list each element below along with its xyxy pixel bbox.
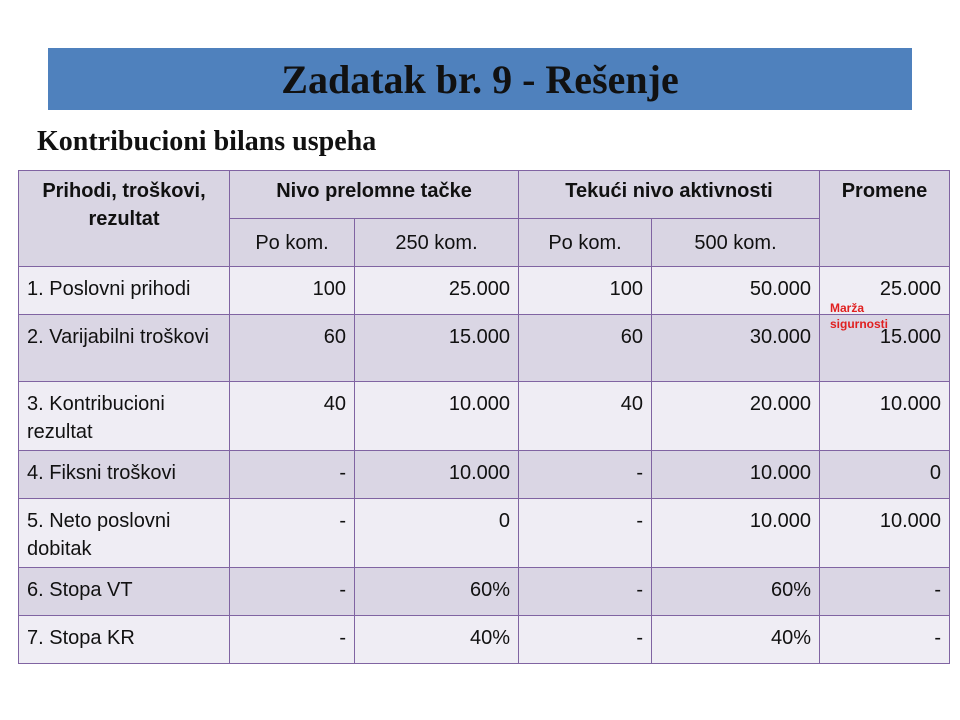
row-label: 3. Kontribucioni rezultat: [19, 382, 230, 451]
cell-value: 100: [230, 267, 355, 315]
cell-value: 60: [230, 315, 355, 382]
table-row: [19, 315, 950, 382]
cell-value: -: [820, 616, 950, 664]
cell-value: 40: [519, 382, 652, 451]
title-banner: [48, 48, 912, 110]
header-category: Prihodi, troškovi, rezultat: [19, 171, 230, 267]
contribution-income-table: [18, 170, 950, 664]
header-500-units: 500 kom.: [652, 219, 820, 267]
cell-value: 10.000: [652, 451, 820, 499]
cell-value: 60: [519, 315, 652, 382]
table-row: [19, 267, 950, 315]
cell-value: -: [519, 451, 652, 499]
row-label: 5. Neto poslovni dobitak: [19, 499, 230, 568]
cell-value: 40%: [652, 616, 820, 664]
slide-title: Zadatak br. 9 - Rešenje: [281, 56, 679, 102]
header-per-unit-current: Po kom.: [519, 219, 652, 267]
cell-value: -: [519, 616, 652, 664]
header-breakeven-level: Nivo prelomne tačke: [230, 171, 519, 219]
cell-value: 10.000: [820, 382, 950, 451]
header-changes: Promene: [820, 171, 950, 267]
safety-margin-note: Marža sigurnosti: [830, 301, 889, 331]
cell-value: 15.000: [355, 315, 519, 382]
cell-value: 100: [519, 267, 652, 315]
cell-value: 40: [230, 382, 355, 451]
row-label: 1. Poslovni prihodi: [19, 267, 230, 315]
table-row: [19, 451, 950, 499]
cell-value: 10.000: [652, 499, 820, 568]
cell-value: 25.000: [820, 267, 950, 315]
cell-value: 0: [820, 451, 950, 499]
row-label: 2. Varijabilni troškovi: [19, 315, 230, 382]
table-row: [19, 568, 950, 616]
cell-value: 40%: [355, 616, 519, 664]
cell-value: -: [230, 616, 355, 664]
table-row: [19, 382, 950, 451]
cell-value: 0: [355, 499, 519, 568]
row-label: 4. Fiksni troškovi: [19, 451, 230, 499]
cell-value: 25.000: [355, 267, 519, 315]
cell-value: 60%: [652, 568, 820, 616]
row-label: 6. Stopa VT: [19, 568, 230, 616]
cell-value: 15.000: [820, 315, 950, 382]
cell-value: -: [519, 499, 652, 568]
header-per-unit-breakeven: Po kom.: [230, 219, 355, 267]
cell-value: 10.000: [355, 382, 519, 451]
cell-value: -: [820, 568, 950, 616]
cell-value: 60%: [355, 568, 519, 616]
cell-value: 10.000: [820, 499, 950, 568]
cell-value: 30.000: [652, 315, 820, 382]
slide-subtitle: Kontribucioni bilans uspeha: [37, 126, 377, 157]
header-250-units: 250 kom.: [355, 219, 519, 267]
cell-value: -: [230, 451, 355, 499]
cell-value: -: [519, 568, 652, 616]
cell-value: 50.000: [652, 267, 820, 315]
cell-value: 10.000: [355, 451, 519, 499]
header-current-level: Tekući nivo aktivnosti: [519, 171, 820, 219]
header-row-main: [19, 171, 950, 219]
cell-value: 20.000: [652, 382, 820, 451]
cell-value: -: [230, 568, 355, 616]
cell-value: -: [230, 499, 355, 568]
row-label: 7. Stopa KR: [19, 616, 230, 664]
table-row: [19, 499, 950, 568]
table-row: [19, 616, 950, 664]
